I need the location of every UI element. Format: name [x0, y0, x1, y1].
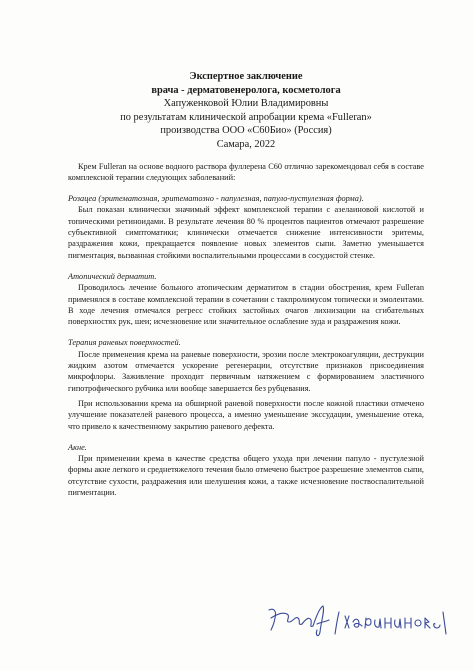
title-line-2: врача - дерматовенеролога, косметолога: [151, 84, 341, 96]
section-paragraph: При применении крема в качестве средства общего ухода при лечении папуло - пустулезной формы акне легкого и среднетяжелого течения было отмечено быстрое разрешение элементов сыпи, отсутствие сухости, раздражения или шелушения кожи, а также исчезновение поствоспалительной пигментации.: [68, 454, 424, 497]
author-name: Хапуженковой Юлии Владимировны: [163, 98, 329, 110]
document-title-block: [68, 70, 424, 152]
section-atopic-dermatitis: [68, 271, 424, 327]
section-heading: Атопический дерматит.: [68, 271, 157, 281]
section-acne: [68, 442, 424, 498]
section-wound-therapy: [68, 337, 424, 431]
title-line-4: по результатам клинической апробации крема «Fulleran»: [120, 111, 372, 123]
section-rosacea: [68, 193, 424, 261]
section-paragraph: После применения крема на раневые поверхности, эрозии после электрокоагуляции, деструкции жидким азотом отмечается ускорение регенерации, отсутствие признаков присоединения микрофлоры. Заживление проходит первичным натяжением с формированием эластичного гипотрофического рубчика или вообще завершается без рубцевания.: [68, 349, 424, 393]
section-paragraph: Проводилось лечение больного атопическим дерматитом в стадии обострения, крем Fulleran применялся в составе комплексной терапии в сочетании с такпролимусом топически и эмолентами. В ходе лечения отмечался регресс стойких застойных очагов лихнизации на сгибательных поверхностях рук, шеи; исчезновение или значительное ослабление зуда и раздражения кожи.: [68, 283, 424, 327]
section-heading: Акне.: [68, 442, 87, 452]
section-heading: Розацеа (эритематозная, эритематозно - папулезная, папуло-пустулезная форма).: [68, 194, 364, 204]
intro-paragraph: Крем Fulleran на основе водного раствора фуллерена С60 отлично зарекомендовал себя в составе комплексной терапии следующих заболеваний:: [68, 161, 424, 182]
title-line-1: Экспертное заключение: [189, 71, 303, 82]
place-date-line: Самара, 2022: [216, 138, 276, 150]
section-heading: Терапия раневых поверхностей.: [68, 338, 181, 348]
section-paragraph: Был показан клинически значимый эффект комплексной терапии с азелаиновой кислотой и топическими ретиноидами. В результате лечения 80 % процентов пациентов отмечают разрешение субъективной симптоматики; клинически отмечается снижение интенсивности эритемы, раздражения кожи, прекращается появление новых элементов сыпи. Заметно уменьшается пигментация, вызванная стойкими воспалительными процессами в сосудистой стенке.: [68, 205, 424, 260]
handwritten-signature-icon: [265, 598, 450, 640]
section-paragraph: При использовании крема на обширной раневой поверхности после кожной пластики отмечено улучшение показателей раневого процесса, а именно уменьшение экссудации, уменьшение отека, что привело к качественному закрытию раневого дефекта.: [68, 398, 424, 431]
manufacturer-line: производства ООО «С60Био» (Россия): [160, 125, 332, 137]
